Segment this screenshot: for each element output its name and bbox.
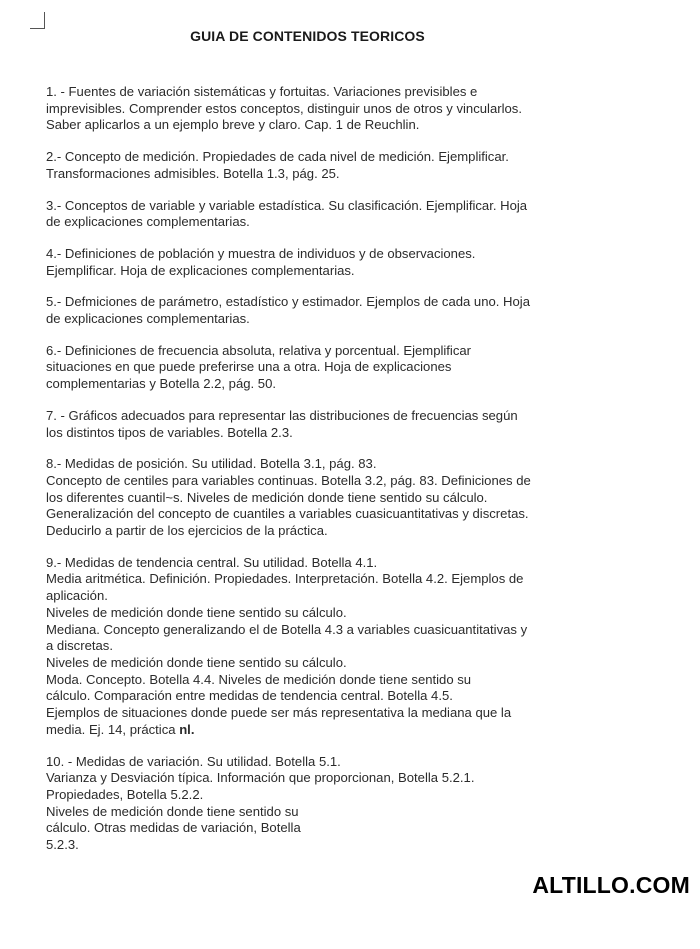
document-body: [46, 84, 601, 869]
content-line-prefix: media. Ej. 14, práctica: [46, 721, 180, 737]
content-line: Deducirlo a partir de los ejercicios de la práctica.: [46, 523, 328, 539]
content-line: 9.- Medidas de tendencia central. Su utilidad. Botella 4.1.: [46, 554, 378, 570]
document-title: GUIA DE CONTENIDOS TEORICOS: [190, 28, 425, 44]
content-line: Niveles de medición donde tiene sentido su: [46, 803, 299, 819]
content-line: Media aritmética. Definición. Propiedades. Interpretación. Botella 4.2. Ejemplos de: [46, 571, 524, 587]
content-item-4: [46, 246, 601, 279]
content-line: los distintos tipos de variables. Botella 2.3.: [46, 424, 293, 440]
altillo-watermark: ALTILLO.COM: [532, 872, 690, 898]
content-line-bold-fragment: nl.: [179, 721, 195, 737]
content-item-8: [46, 456, 601, 540]
content-line: Generalización del concepto de cuantiles a variables cuasicuantitativas y discretas.: [46, 506, 529, 522]
content-line: Ejemplificar. Hoja de explicaciones complementarias.: [46, 262, 355, 278]
content-line: 2.- Concepto de medición. Propiedades de cada nivel de medición. Ejemplificar.: [46, 149, 509, 165]
content-line: de explicaciones complementarias.: [46, 214, 250, 230]
content-item-7: [46, 408, 601, 441]
content-item-6: [46, 343, 601, 393]
content-line: 1. - Fuentes de variación sistemáticas y fortuitas. Variaciones previsibles e: [46, 84, 478, 99]
content-line: los diferentes cuantil~s. Niveles de medición donde tiene sentido su cálculo.: [46, 489, 488, 505]
content-line: Niveles de medición donde tiene sentido su cálculo.: [46, 654, 347, 670]
content-line: cálculo. Otras medidas de variación, Botella: [46, 820, 301, 836]
content-line: 8.- Medidas de posición. Su utilidad. Botella 3.1, pág. 83.: [46, 456, 377, 472]
content-line: 5.- Defmiciones de parámetro, estadístico y estimador. Ejemplos de cada uno. Hoja: [46, 294, 530, 310]
content-item-1: [46, 84, 601, 134]
content-line: Ejemplos de situaciones donde puede ser más representativa la mediana que la: [46, 705, 512, 721]
content-item-3: [46, 198, 601, 231]
content-item-10: [46, 754, 601, 854]
content-line: Propiedades, Botella 5.2.2.: [46, 786, 204, 802]
content-line: [46, 722, 601, 739]
content-line: 7. - Gráficos adecuados para representar las distribuciones de frecuencias según: [46, 407, 518, 423]
content-line: Mediana. Concepto generalizando el de Botella 4.3 a variables cuasicuantitativas y: [46, 621, 528, 637]
content-line: Saber aplicarlos a un ejemplo breve y claro. Cap. 1 de Reuchlin.: [46, 117, 420, 133]
content-line: Varianza y Desviación típica. Información que proporcionan, Botella 5.2.1.: [46, 770, 475, 786]
content-line: imprevisibles. Comprender estos conceptos, distinguir unos de otros y vincularlos.: [46, 100, 522, 116]
content-item-5: [46, 294, 601, 327]
content-line: 10. - Medidas de variación. Su utilidad. Botella 5.1.: [46, 753, 341, 769]
content-line: 4.- Definiciones de población y muestra de individuos y de observaciones.: [46, 245, 476, 261]
content-line: 5.2.3.: [46, 837, 79, 853]
content-line: a discretas.: [46, 638, 113, 654]
content-line: Transformaciones admisibles. Botella 1.3, pág. 25.: [46, 165, 340, 181]
content-line: Niveles de medición donde tiene sentido su cálculo.: [46, 604, 347, 620]
corner-crop-mark: [30, 12, 45, 29]
content-line: de explicaciones complementarias.: [46, 311, 250, 327]
content-line: complementarias y Botella 2.2, pág. 50.: [46, 376, 276, 392]
content-line: situaciones en que puede preferirse una a otra. Hoja de explicaciones: [46, 359, 452, 375]
content-line: 6.- Definiciones de frecuencia absoluta, relativa y porcentual. Ejemplificar: [46, 342, 472, 358]
content-line: aplicación.: [46, 588, 108, 604]
content-line: cálculo. Comparación entre medidas de tendencia central. Botella 4.5.: [46, 688, 453, 704]
content-item-9: [46, 555, 601, 739]
content-line: Concepto de centiles para variables continuas. Botella 3.2, pág. 83. Definiciones de: [46, 472, 531, 488]
content-item-2: [46, 149, 601, 182]
content-line: 3.- Conceptos de variable y variable estadística. Su clasificación. Ejemplificar. Hoja: [46, 197, 528, 213]
content-line: Moda. Concepto. Botella 4.4. Niveles de medición donde tiene sentido su: [46, 671, 472, 687]
